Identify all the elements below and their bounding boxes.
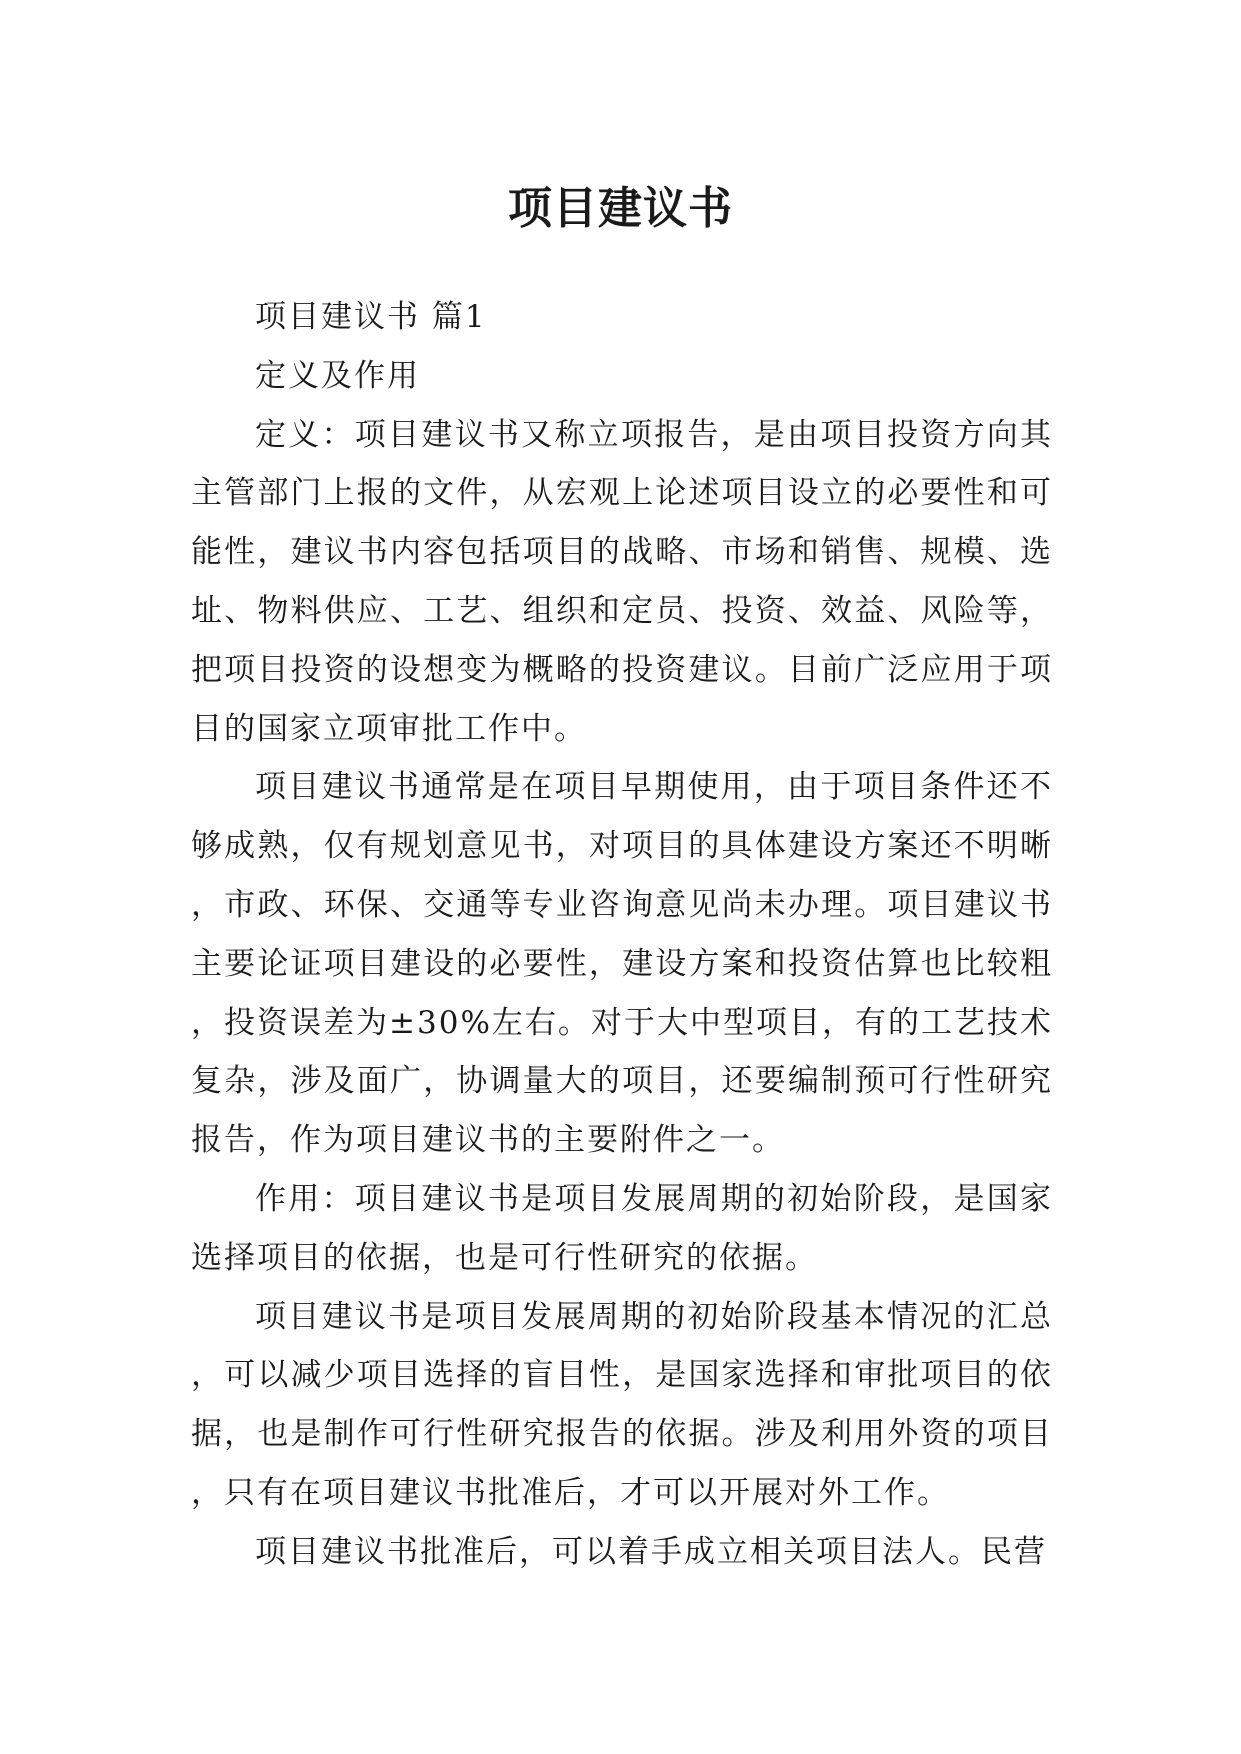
paragraph-after-approval: 项目建议书批准后，可以着手成立相关项目法人。民营 — [255, 1533, 1047, 1570]
section-heading-definition: 定义及作用 — [255, 357, 420, 394]
document-body — [191, 288, 1053, 1582]
document-title: 项目建议书 — [508, 183, 733, 235]
paragraph-early-stage: 项目建议书通常是在项目早期使用，由于项目条件还不够成熟，仅有规划意见书，对项目的具体建设方案还不明晰，市政、环保、交通等专业咨询意见尚未办理。项目建议书主要论证项目建设的必要性，建设方案和投资估算也比较粗，投资误差为±30%左右。对于大中型项目，有的工艺技术复杂，涉及面广，协调量大的项目，还要编制预可行性研究报告，作为项目建议书的主要附件之一。 — [191, 769, 1053, 1159]
paragraph-definition: 定义：项目建议书又称立项报告，是由项目投资方向其主管部门上报的文件，从宏观上论述项目设立的必要性和可能性，建议书内容包括项目的战略、市场和销售、规模、选址、物料供应、工艺、组织和定员、投资、效益、风险等，把项目投资的设想变为概略的投资建议。目前广泛应用于项目的国家立项审批工作中。 — [191, 416, 1053, 747]
paragraph-summary: 项目建议书是项目发展周期的初始阶段基本情况的汇总，可以减少项目选择的盲目性，是国家选择和审批项目的依据，也是制作可行性研究报告的依据。涉及利用外资的项目，只有在项目建议书批准后，才可以开展对外工作。 — [191, 1298, 1053, 1511]
section-heading-chapter: 项目建议书 篇1 — [255, 299, 487, 335]
paragraph-function: 作用：项目建议书是项目发展周期的初始阶段，是国家选择项目的依据，也是可行性研究的依据。 — [191, 1180, 1053, 1276]
